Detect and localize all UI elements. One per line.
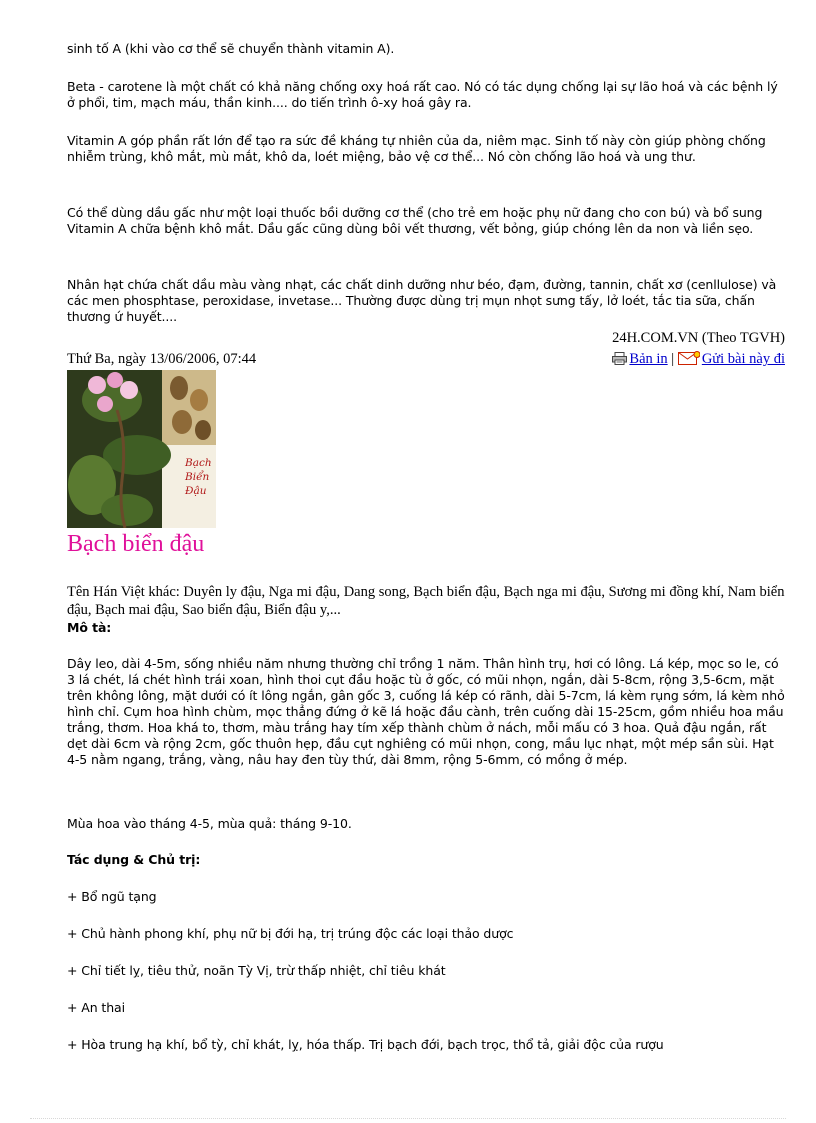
use-item: + Chủ hành phong khí, phụ nữ bị đới hạ, trị trúng độc các loại thảo dược [67,926,514,941]
page-bottom-divider [30,1118,786,1119]
print-label: Bản in [629,351,668,367]
send-article-link[interactable] [678,351,785,367]
flowering-season: Mùa hoa vào tháng 4-5, mùa quả: tháng 9-10. [67,816,352,831]
paragraph-beta-carotene: Beta - carotene là một chất có khả năng chống oxy hoá rất cao. Nó có tác dụng chống lại sự lão hoá và các bệnh lý ở phổi, tim, mạch máu, thần kinh.... do tiến trình ô-xy hoá gây ra. [67,79,778,110]
plant-description: Dây leo, dài 4-5m, sống nhiều năm nhưng thường chỉ trồng 1 năm. Thân hình trụ, hơi có lông. Lá kép, mọc so le, có 3 lá chét, lá chét hình trái xoan, hình thoi cụt đầu hoặc tù ở gốc, có mũi nhọn, ngắn, dài 5-8cm, rộng 3,5-6cm, mặt trên không lông, mặt dưới có ít lông ngắn, gân gốc 3, cuống lá kép có rãnh, dài 5-7cm, lá kèm rụng sớm, lá kèm nhỏ hình chỉ. Cụm hoa hình chùm, mọc thẳng đứng ở kẽ lá hoặc đầu cành, trên cuống dài 15-25cm, gồm nhiều hoa mầu trắng, thơm. Hoa khá to, thơm, màu trắng hay tím xếp thành chùm ở nách, mỗi mấu có 3 hoa. Quả đậu ngắn, rất dẹt dài 6cm và rộng 2cm, gốc thuôn hẹp, đầu cụt nghiêng có mũi nhọn, cong, mầu lục nhạt, một mép sần sùi. Hạt 4-5 nằm ngang, trắng, vàng, nâu hay đen tùy thứ, dài 8mm, rộng 5-6mm, có mồng ở mép. [67,656,785,767]
plant-illustration [67,370,216,528]
article-actions [612,350,785,370]
paragraph-vitamin-a: sinh tố A (khi vào cơ thể sẽ chuyển thành vitamin A). [67,41,395,56]
article-title: Bạch biển đậu [67,531,205,557]
bach-bien-dau-photo [67,370,216,528]
action-separator: | [671,351,675,367]
envelope-icon [678,351,700,370]
print-link[interactable] [612,351,667,367]
alternate-names: Tên Hán Việt khác: Duyên ly đậu, Nga mi đậu, Dang song, Bạch biển đậu, Bạch nga mi đậu, Sương mi đồng khí, Nam biển đậu, Bạch mai đậu, Sao biển đậu, Biển đậu y,... [67,584,785,618]
photo-caption-line: Đậu [185,485,207,497]
article-source: 24H.COM.VN (Theo TGVH) [612,330,785,346]
send-article-label: Gửi bài này đi [701,351,785,367]
paragraph-seed-kernel: Nhân hạt chứa chất dầu màu vàng nhạt, các chất dinh dưỡng như béo, đạm, đường, tannin, chất xơ (cenllulose) và các men phosphtase, peroxidase, invetase... Thường được dùng trị mụn nhọt sưng tấy, lở loét, tắc tia sữa, chấn thương ứ huyết.... [67,277,777,324]
paragraph-vitamin-a-benefits: Vitamin A góp phần rất lớn để tạo ra sức đề kháng tự nhiên của da, niêm mạc. Sinh tố này còn giúp phòng chống nhiễm trùng, khô mắt, mù mắt, khô da, loét miệng, bảo vệ cơ thể... Nó còn chống lão hoá và ung thư. [67,133,766,164]
use-item: + Bổ ngũ tạng [67,889,157,904]
paragraph-gac-oil: Có thể dùng dầu gấc như một loại thuốc bồi dưỡng cơ thể (cho trẻ em hoặc phụ nữ đang cho con bú) và bổ sung Vitamin A chữa bệnh khô mắt. Dầu gấc cũng dùng bôi vết thương, vết bỏng, giúp chóng lên da non và liền sẹo. [67,205,763,236]
description-heading: Mô tà: [67,620,112,635]
photo-caption-line: Bạch [185,457,212,469]
printer-icon [612,352,627,370]
photo-caption [185,456,212,498]
use-item: + Chỉ tiết lỵ, tiêu thử, noãn Tỳ Vị, trừ thấp nhiệt, chỉ tiêu khát [67,963,446,978]
use-item: + An thai [67,1000,125,1015]
use-item: + Hòa trung hạ khí, bổ tỳ, chỉ khát, lỵ, hóa thấp. Trị bạch đới, bạch trọc, thổ tả, giải độc của rượu [67,1037,664,1052]
uses-heading: Tác dụng & Chủ trị: [67,852,201,867]
article-dateline: Thứ Ba, ngày 13/06/2006, 07:44 [67,351,257,367]
photo-caption-line: Biển [185,471,210,483]
